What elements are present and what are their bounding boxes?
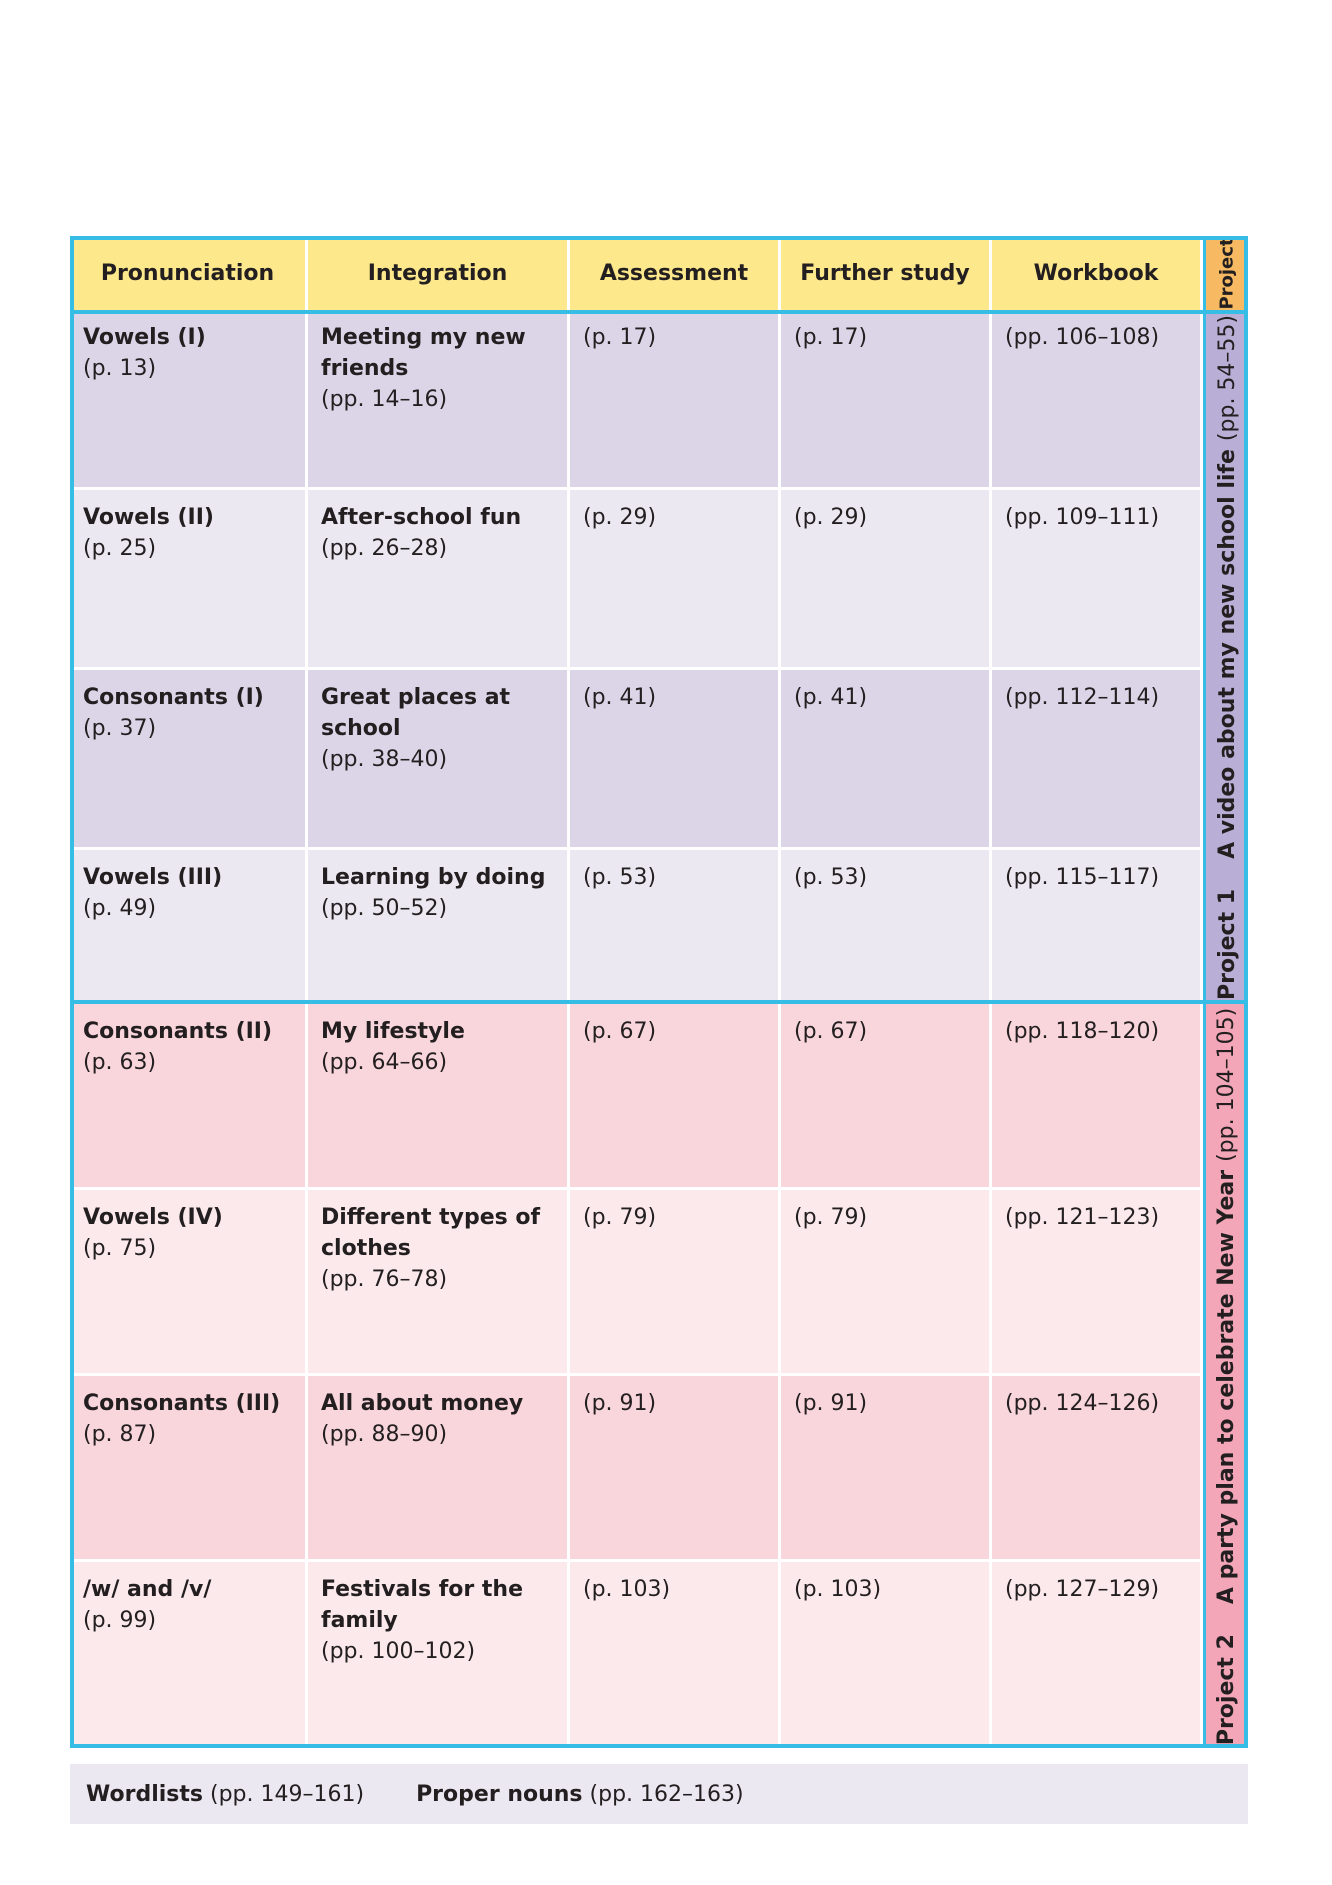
integration-cell	[308, 1190, 570, 1376]
integration-title: Great places at school	[321, 685, 511, 741]
pronunciation-cell	[70, 670, 308, 850]
assessment-pages: (p. 91)	[583, 1391, 657, 1416]
further-study-pages: (p. 41)	[794, 685, 868, 710]
integration-cell	[308, 1562, 570, 1748]
integration-cell	[308, 850, 570, 1004]
pronunciation-cell	[70, 1190, 308, 1376]
project-number: Project 1	[1214, 888, 1240, 1000]
workbook-cell	[992, 490, 1203, 670]
header-further-study: Further study	[781, 236, 992, 310]
further-study-pages: (p. 53)	[794, 865, 868, 890]
assessment-cell	[570, 310, 781, 490]
header-project	[1203, 236, 1248, 310]
pronunciation-cell	[70, 1004, 308, 1190]
workbook-cell	[992, 1562, 1203, 1748]
workbook-pages: (pp. 127–129)	[1005, 1577, 1160, 1602]
workbook-cell	[992, 850, 1203, 1004]
workbook-cell	[992, 670, 1203, 850]
project-title: A party plan to celebrate New Year	[1214, 1169, 1240, 1604]
pronunciation-pages: (p. 37)	[83, 716, 157, 741]
pronunciation-title: Vowels (III)	[83, 865, 223, 890]
assessment-pages: (p. 29)	[583, 505, 657, 530]
further-study-cell	[781, 850, 992, 1004]
assessment-pages: (p. 41)	[583, 685, 657, 710]
integration-pages: (pp. 38–40)	[321, 747, 448, 772]
footer-proper-nouns[interactable]	[416, 1782, 744, 1807]
further-study-cell	[781, 1190, 992, 1376]
pronunciation-pages: (p. 25)	[83, 536, 157, 561]
project-pages: (pp. 104–105)	[1214, 1007, 1240, 1162]
workbook-cell	[992, 1004, 1203, 1190]
workbook-pages: (pp. 115–117)	[1005, 865, 1160, 890]
assessment-cell	[570, 490, 781, 670]
further-study-cell	[781, 490, 992, 670]
integration-title: Meeting my new friends	[321, 325, 526, 381]
assessment-pages: (p. 67)	[583, 1019, 657, 1044]
contents-table	[70, 236, 1248, 1748]
integration-title: Different types of clothes	[321, 1205, 541, 1261]
pronunciation-pages: (p. 99)	[83, 1608, 157, 1633]
header-assessment: Assessment	[570, 236, 781, 310]
pronunciation-cell	[70, 310, 308, 490]
integration-cell	[308, 490, 570, 670]
integration-pages: (pp. 76–78)	[321, 1267, 448, 1292]
project-number: Project 2	[1214, 1633, 1240, 1745]
assessment-cell	[570, 670, 781, 850]
project-1-sidebar	[1203, 310, 1248, 1004]
further-study-pages: (p. 29)	[794, 505, 868, 530]
integration-pages: (pp. 14–16)	[321, 387, 448, 412]
integration-cell	[308, 310, 570, 490]
integration-cell	[308, 1376, 570, 1562]
wordlists-label: Wordlists	[86, 1781, 203, 1807]
workbook-pages: (pp. 112–114)	[1005, 685, 1160, 710]
integration-title: After-school fun	[321, 505, 522, 530]
assessment-pages: (p. 103)	[583, 1577, 671, 1602]
further-study-pages: (p. 103)	[794, 1577, 882, 1602]
header-pronunciation: Pronunciation	[70, 236, 308, 310]
pronunciation-title: Consonants (III)	[83, 1391, 281, 1416]
workbook-pages: (pp. 118–120)	[1005, 1019, 1160, 1044]
assessment-pages: (p. 17)	[583, 325, 657, 350]
integration-title: My lifestyle	[321, 1019, 465, 1044]
assessment-cell	[570, 1376, 781, 1562]
pronunciation-title: /w/ and /v/	[83, 1577, 212, 1602]
assessment-pages: (p. 79)	[583, 1205, 657, 1230]
project-title: A video about my new school life	[1214, 448, 1240, 859]
workbook-cell	[992, 1376, 1203, 1562]
workbook-pages: (pp. 121–123)	[1005, 1205, 1160, 1230]
further-study-pages: (p. 17)	[794, 325, 868, 350]
integration-title: Festivals for the family	[321, 1577, 523, 1633]
pronunciation-pages: (p. 87)	[83, 1422, 157, 1447]
pronunciation-title: Vowels (IV)	[83, 1205, 223, 1230]
integration-pages: (pp. 100–102)	[321, 1639, 476, 1664]
assessment-cell	[570, 1190, 781, 1376]
further-study-cell	[781, 310, 992, 490]
pronunciation-cell	[70, 1376, 308, 1562]
project-label	[1215, 314, 1240, 999]
assessment-cell	[570, 850, 781, 1004]
footer-bar	[70, 1764, 1248, 1824]
workbook-cell	[992, 1190, 1203, 1376]
further-study-cell	[781, 670, 992, 850]
assessment-cell	[570, 1562, 781, 1748]
assessment-pages: (p. 53)	[583, 865, 657, 890]
integration-title: Learning by doing	[321, 865, 546, 890]
footer-wordlists[interactable]	[86, 1782, 364, 1807]
integration-cell	[308, 1004, 570, 1190]
header-project-label: Project	[1216, 236, 1238, 310]
header-integration: Integration	[308, 236, 570, 310]
integration-pages: (pp. 50–52)	[321, 896, 448, 921]
further-study-cell	[781, 1562, 992, 1748]
integration-cell	[308, 670, 570, 850]
header-workbook: Workbook	[992, 236, 1203, 310]
further-study-pages: (p. 79)	[794, 1205, 868, 1230]
further-study-cell	[781, 1376, 992, 1562]
project-2-sidebar	[1203, 1004, 1248, 1748]
assessment-cell	[570, 1004, 781, 1190]
pronunciation-pages: (p. 75)	[83, 1236, 157, 1261]
proper-nouns-label: Proper nouns	[416, 1781, 583, 1807]
integration-pages: (pp. 26–28)	[321, 536, 448, 561]
pronunciation-cell	[70, 1562, 308, 1748]
workbook-pages: (pp. 124–126)	[1005, 1391, 1160, 1416]
pronunciation-pages: (p. 63)	[83, 1050, 157, 1075]
workbook-pages: (pp. 109–111)	[1005, 505, 1160, 530]
pronunciation-title: Vowels (II)	[83, 505, 214, 530]
project-label	[1215, 1007, 1240, 1744]
pronunciation-pages: (p. 13)	[83, 356, 157, 381]
pronunciation-cell	[70, 490, 308, 670]
workbook-cell	[992, 310, 1203, 490]
pronunciation-cell	[70, 850, 308, 1004]
integration-pages: (pp. 88–90)	[321, 1422, 448, 1447]
pronunciation-pages: (p. 49)	[83, 896, 157, 921]
pronunciation-title: Consonants (I)	[83, 685, 264, 710]
contents-grid	[70, 236, 1248, 1748]
proper-nouns-pages: (pp. 162–163)	[589, 1781, 744, 1807]
further-study-pages: (p. 91)	[794, 1391, 868, 1416]
integration-pages: (pp. 64–66)	[321, 1050, 448, 1075]
project-pages: (pp. 54–55)	[1214, 314, 1240, 441]
wordlists-pages: (pp. 149–161)	[209, 1781, 365, 1807]
further-study-cell	[781, 1004, 992, 1190]
integration-title: All about money	[321, 1391, 524, 1416]
further-study-pages: (p. 67)	[794, 1019, 868, 1044]
workbook-pages: (pp. 106–108)	[1005, 325, 1160, 350]
pronunciation-title: Vowels (I)	[83, 325, 206, 350]
pronunciation-title: Consonants (II)	[83, 1019, 273, 1044]
